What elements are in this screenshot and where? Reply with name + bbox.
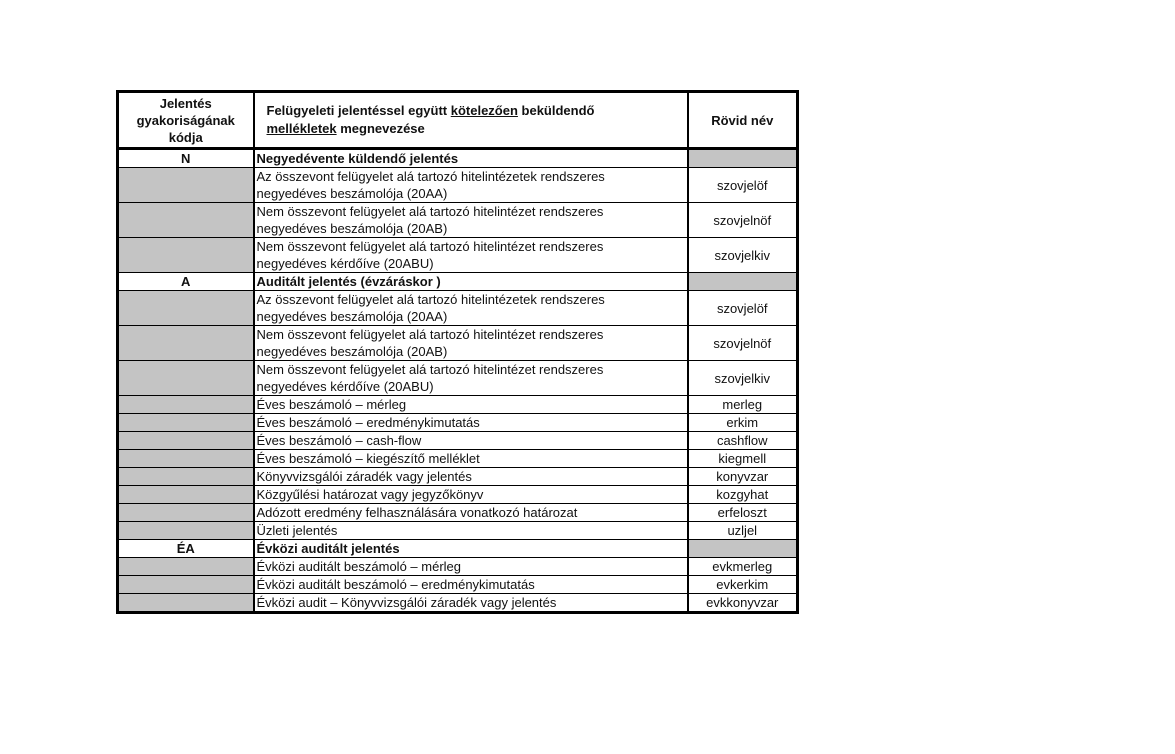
table-row [118, 468, 798, 486]
attachment-description [254, 168, 688, 203]
short-name: erfeloszt [688, 504, 798, 522]
section-row [118, 149, 798, 168]
table-row [118, 450, 798, 468]
short-name: szovjelnöf [688, 203, 798, 238]
header-frequency-code: Jelentés gyakoriságának kódja [118, 92, 254, 149]
code-empty-cell [118, 238, 254, 273]
table-row [118, 504, 798, 522]
code-empty-cell [118, 168, 254, 203]
attachment-description [254, 594, 688, 613]
short-name: konyvzar [688, 468, 798, 486]
attachment-description [254, 291, 688, 326]
short-name: szovjelnöf [688, 326, 798, 361]
attachment-description [254, 558, 688, 576]
attachment-description [254, 396, 688, 414]
description-line: negyedéves kérdőíve (20ABU) [256, 256, 434, 271]
description-line: Nem összevont felügyelet alá tartozó hitelintézet rendszeres [256, 239, 604, 254]
description-line: Éves beszámoló – cash-flow [256, 433, 422, 448]
code-empty-cell [118, 558, 254, 576]
short-name: szovjelöf [688, 168, 798, 203]
attachment-description [254, 432, 688, 450]
code-empty-cell [118, 326, 254, 361]
description-line: negyedéves kérdőíve (20ABU) [256, 379, 434, 394]
description-line: Nem összevont felügyelet alá tartozó hitelintézet rendszeres [256, 362, 604, 377]
code-empty-cell [118, 291, 254, 326]
section-row [118, 540, 798, 558]
description-line: Közgyűlési határozat vagy jegyzőkönyv [256, 487, 484, 502]
code-empty-cell [118, 522, 254, 540]
section-code: ÉA [118, 540, 254, 558]
section-title: Auditált jelentés (évzáráskor ) [254, 273, 688, 291]
code-empty-cell [118, 594, 254, 613]
description-line: negyedéves beszámolója (20AA) [256, 309, 448, 324]
description-line: Évközi audit – Könyvvizsgálói záradék vagy jelentés [256, 595, 557, 610]
attachment-description [254, 504, 688, 522]
code-empty-cell [118, 414, 254, 432]
description-line: negyedéves beszámolója (20AB) [256, 221, 448, 236]
section-title: Negyedévente küldendő jelentés [254, 149, 688, 168]
table-row [118, 432, 798, 450]
short-name: erkim [688, 414, 798, 432]
description-line: negyedéves beszámolója (20AA) [256, 186, 448, 201]
table-row [118, 291, 798, 326]
table-row [118, 414, 798, 432]
description-line: Éves beszámoló – kiegészítő melléklet [256, 451, 480, 466]
section-code: N [118, 149, 254, 168]
table-header-row [118, 92, 798, 149]
code-empty-cell [118, 450, 254, 468]
short-name: evkmerleg [688, 558, 798, 576]
section-row [118, 273, 798, 291]
table-row [118, 486, 798, 504]
short-name: cashflow [688, 432, 798, 450]
description-line: Nem összevont felügyelet alá tartozó hitelintézet rendszeres [256, 204, 604, 219]
short-name: szovjelkiv [688, 238, 798, 273]
code-empty-cell [118, 432, 254, 450]
short-name: evkkonyvzar [688, 594, 798, 613]
attachment-description [254, 414, 688, 432]
description-line: Az összevont felügyelet alá tartozó hitelintézetek rendszeres [256, 169, 605, 184]
section-short-empty [688, 540, 798, 558]
description-line: Éves beszámoló – mérleg [256, 397, 407, 412]
attachment-description [254, 468, 688, 486]
description-line: negyedéves beszámolója (20AB) [256, 344, 448, 359]
description-line: Könyvvizsgálói záradék vagy jelentés [256, 469, 472, 484]
attachment-description [254, 326, 688, 361]
description-line: Nem összevont felügyelet alá tartozó hitelintézet rendszeres [256, 327, 604, 342]
table-row [118, 168, 798, 203]
short-name: szovjelkiv [688, 361, 798, 396]
header-short-name: Rövid név [688, 92, 798, 149]
attachment-description [254, 203, 688, 238]
code-empty-cell [118, 396, 254, 414]
table-row [118, 576, 798, 594]
description-line: Éves beszámoló – eredménykimutatás [256, 415, 480, 430]
short-name: kozgyhat [688, 486, 798, 504]
section-short-empty [688, 149, 798, 168]
code-empty-cell [118, 203, 254, 238]
table-row [118, 558, 798, 576]
attachment-description [254, 361, 688, 396]
attachment-description [254, 238, 688, 273]
description-line: Évközi auditált beszámoló – mérleg [256, 559, 461, 574]
description-line: Az összevont felügyelet alá tartozó hitelintézetek rendszeres [256, 292, 605, 307]
attachment-description [254, 576, 688, 594]
table-row [118, 326, 798, 361]
code-empty-cell [118, 504, 254, 522]
code-empty-cell [118, 576, 254, 594]
table-row [118, 594, 798, 613]
table-row [118, 361, 798, 396]
table-body [118, 149, 798, 613]
table-row [118, 203, 798, 238]
table-row [118, 396, 798, 414]
header-attachment-name: Felügyeleti jelentéssel együtt kötelezően beküldendő mellékletek megnevezése [254, 92, 688, 149]
attachment-description [254, 450, 688, 468]
section-short-empty [688, 273, 798, 291]
attachment-description [254, 486, 688, 504]
description-line: Évközi auditált beszámoló – eredménykimutatás [256, 577, 535, 592]
description-line: Üzleti jelentés [256, 523, 338, 538]
code-empty-cell [118, 486, 254, 504]
short-name: kiegmell [688, 450, 798, 468]
attachment-description [254, 522, 688, 540]
table-row [118, 238, 798, 273]
section-title: Évközi auditált jelentés [254, 540, 688, 558]
short-name: uzljel [688, 522, 798, 540]
code-empty-cell [118, 468, 254, 486]
description-line: Adózott eredmény felhasználására vonatkozó határozat [256, 505, 578, 520]
short-name: evkerkim [688, 576, 798, 594]
report-attachments-table [116, 90, 799, 614]
short-name: szovjelöf [688, 291, 798, 326]
section-code: A [118, 273, 254, 291]
table-row [118, 522, 798, 540]
short-name: merleg [688, 396, 798, 414]
code-empty-cell [118, 361, 254, 396]
